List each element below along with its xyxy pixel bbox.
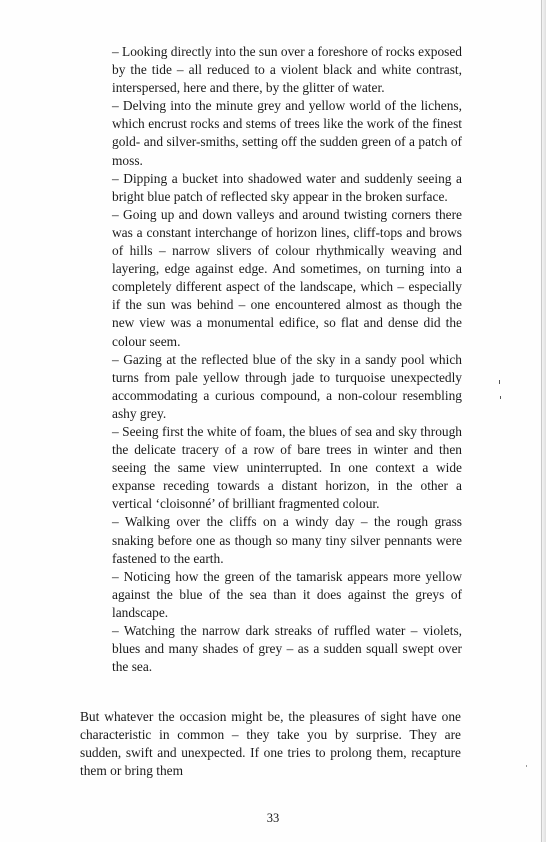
page-number: 33 xyxy=(266,811,280,825)
observation-item: – Going up and down valleys and around twisting corners there was a constant interchange of horizon lines, cliff-tops and brows of hills – narrow slivers of colour rhythmically weaving and layering, edge against edge. And sometimes, on turning into a completely different aspect of the landscape, which – especially if the sun was behind – one encountered almost as though the new view was a monumental edifice, so flat and dense did the colour seem. xyxy=(112,206,462,349)
observation-item: – Dipping a bucket into shadowed water and suddenly seeing a bright blue patch of reflected sky appear in the broken surface. xyxy=(112,170,462,204)
observation-item: – Delving into the minute grey and yellow world of the lichens, which encrust rocks and stems of trees like the work of the finest gold- and silver-smiths, setting off the sudden green of a patch of moss. xyxy=(112,98,462,168)
margin-mark xyxy=(499,380,500,384)
observation-item: – Noticing how the green of the tamarisk appears more yellow against the blue of the sea than it does against the greys of landscape. xyxy=(112,568,462,620)
observation-list xyxy=(112,43,462,676)
page-edge-line xyxy=(541,0,542,842)
closing-paragraph: But whatever the occasion might be, the pleasures of sight have one characteristic in common – they take you by surprise. They are sudden, swift and unexpected. If one tries to prolong them, recapture them or bring them xyxy=(80,709,461,779)
observation-item: – Looking directly into the sun over a foreshore of rocks exposed by the tide – all reduced to a violent black and white contrast, interspersed, here and there, by the glitter of water. xyxy=(112,44,462,96)
margin-mark xyxy=(526,765,527,767)
observation-item: – Gazing at the reflected blue of the sky in a sandy pool which turns from pale yellow through jade to turquoise unexpectedly accommodating a curious compound, a non-colour resembling ashy grey. xyxy=(112,351,462,421)
observation-item: – Walking over the cliffs on a windy day – the rough grass snaking before one as though so many tiny silver pennants were fastened to the earth. xyxy=(112,514,462,566)
margin-mark xyxy=(500,396,501,399)
observation-item: – Watching the narrow dark streaks of ruffled water – violets, blues and many shades of grey – as a sudden squall swept over the sea. xyxy=(112,623,462,675)
observation-item: – Seeing first the white of foam, the blues of sea and sky through the delicate tracery of a row of bare trees in winter and then seeing the same view uninterrupted. In one context a wide expanse receding towards a distant horizon, in the other a vertical ‘cloisonné’ of brilliant fragmented colour. xyxy=(112,423,462,512)
